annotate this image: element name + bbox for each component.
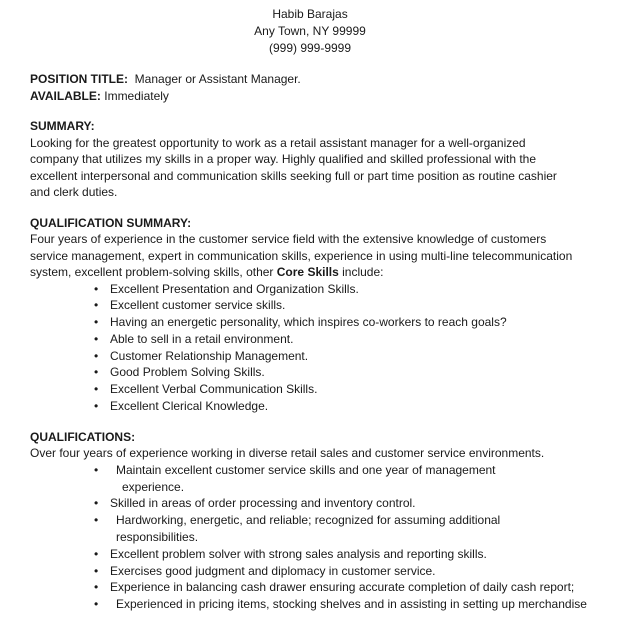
list-item: • Skilled in areas of order processing and inventory control. [30,495,620,512]
applicant-address: Any Town, NY 99999 [254,24,366,38]
list-item: • Maintain excellent customer service skills and one year of management experience. [30,462,620,496]
list-item: • Exercises good judgment and diplomacy in customer service. [30,563,620,580]
summary-line: and clerk duties. [30,185,118,199]
position-title-line [30,71,620,88]
qualifications-heading: QUALIFICATIONS: [30,429,136,444]
available-value: Immediately [104,88,169,103]
resume-page [30,6,620,613]
list-item: • Experience in balancing cash drawer ensuring accurate completion of daily cash report; [30,579,620,596]
qual-summary-line: system, excellent problem-solving skills, other Core Skills include: [30,265,384,279]
list-item: • Hardworking, energetic, and reliable; recognized for assuming additional responsibilities. [30,512,620,546]
summary-line: company that utilizes my skills in a proper way. Highly qualified and skilled professional with the [30,152,537,166]
summary-heading: SUMMARY: [30,119,95,133]
qualification-summary-body [30,231,620,281]
list-item: • Customer Relationship Management. [30,348,620,365]
list-item: • Excellent Verbal Communication Skills. [30,381,620,398]
list-item: • Experienced in pricing items, stocking shelves and in assisting in setting up merchandise [30,596,620,613]
list-item: • Having an energetic personality, which inspires co-workers to reach goals? [30,314,620,331]
applicant-name: Habib Barajas [272,7,348,21]
resume-header [30,6,590,57]
list-item: • Excellent Presentation and Organization Skills. [30,281,620,298]
list-item: • Excellent problem solver with strong sales analysis and reporting skills. [30,546,620,563]
applicant-phone: (999) 999-9999 [268,41,352,55]
position-title-label: POSITION TITLE: [30,72,128,86]
qualification-summary-heading: QUALIFICATION SUMMARY: [30,215,192,230]
qualifications-intro: Over four years of experience working in diverse retail sales and customer service environments. [30,446,545,461]
list-item: • Good Problem Solving Skills. [30,364,620,381]
qual-summary-line: service management, expert in communication skills, experience in using multi-line telecommunication [30,248,573,263]
list-item: • Excellent customer service skills. [30,297,620,314]
list-item: • Able to sell in a retail environment. [30,331,620,348]
summary-line: excellent interpersonal and communication skills seeking full or part time position as routine cashier [30,168,557,183]
qual-summary-line: Four years of experience in the customer service field with the extensive knowledge of customers [30,232,547,246]
available-label: AVAILABLE: [30,88,101,103]
core-skills-label: Core Skills [276,265,339,279]
summary-line: Looking for the greatest opportunity to work as a retail assistant manager for a well-organized [30,135,526,150]
core-skills-list [30,281,620,415]
summary-body [30,135,620,201]
list-item: • Excellent Clerical Knowledge. [30,398,620,415]
position-title-value: Manager or Assistant Manager. [134,72,301,86]
available-line [30,88,620,105]
qualifications-list [30,462,620,613]
